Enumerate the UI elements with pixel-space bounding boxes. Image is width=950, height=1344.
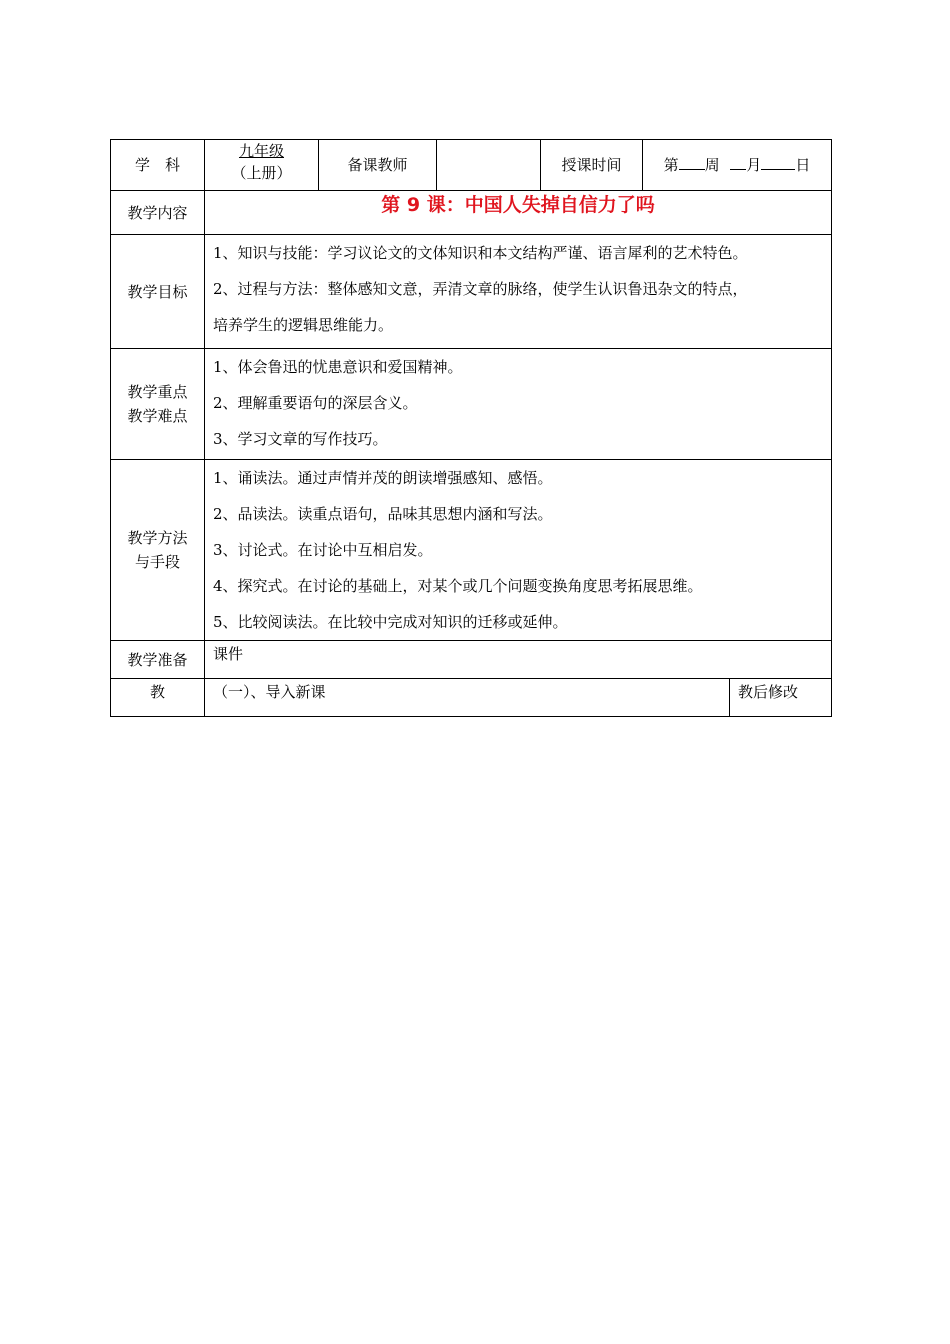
process-row (111, 679, 832, 717)
month-blank (730, 153, 746, 170)
process-label-cell (111, 679, 205, 717)
method-line: 2、品读法。读重点语句，品味其思想内涵和写法。 (213, 505, 553, 523)
revision-label: 教后修改 (738, 683, 799, 701)
day-blank (761, 153, 795, 170)
goal-line: 1、知识与技能：学习议论文的文体知识和本文结构严谨、语言犀利的艺术特色。 (213, 244, 748, 262)
week-prefix: 第 (663, 156, 679, 174)
teacher-label: 备课教师 (347, 156, 408, 174)
goals-row (111, 235, 832, 349)
teacher-label-cell (319, 140, 437, 191)
time-label: 授课时间 (561, 156, 622, 174)
goal-line: 2、过程与方法：整体感知文意，弄清文章的脉络，使学生认识鲁迅杂文的特点， (213, 280, 748, 298)
key-points-label-cell (111, 349, 205, 460)
goals-content-cell (205, 235, 832, 349)
grade-cell (205, 140, 319, 191)
process-step: （一）、导入新课 (213, 683, 326, 701)
method-line: 1、诵读法。通过声情并茂的朗读增强感知、感悟。 (213, 469, 553, 487)
key-points-label-2: 教学难点 (127, 407, 188, 425)
week-suffix: 周 (704, 156, 720, 174)
key-points-row (111, 349, 832, 460)
month-suffix: 月 (746, 156, 762, 174)
date-cell (643, 140, 832, 191)
method-line: 5、比较阅读法。在比较中完成对知识的迁移或延伸。 (213, 613, 568, 631)
week-blank (679, 153, 705, 170)
key-point-line: 1、体会鲁迅的忧患意识和爱国精神。 (213, 358, 463, 376)
method-line: 3、讨论式。在讨论中互相启发。 (213, 541, 433, 559)
preparation-label-cell (111, 641, 205, 679)
methods-label-1: 教学方法 (127, 529, 188, 547)
goals-label-cell (111, 235, 205, 349)
methods-label-cell (111, 460, 205, 641)
lesson-title: 第 9 课：中国人失掉自信力了吗 (381, 194, 655, 216)
process-content-cell (205, 679, 730, 717)
subject-label: 学 科 (134, 156, 180, 174)
day-suffix: 日 (795, 156, 811, 174)
subject-label-cell (111, 140, 205, 191)
process-label: 教 (149, 683, 165, 701)
content-label: 教学内容 (127, 203, 188, 222)
method-line: 4、探究式。在讨论的基础上，对某个或几个问题变换角度思考拓展思维。 (213, 577, 703, 595)
header-row (111, 140, 832, 191)
grade-line2: （上册） (231, 164, 292, 182)
teacher-value-cell (437, 140, 541, 191)
time-label-cell (541, 140, 643, 191)
preparation-label: 教学准备 (127, 650, 188, 669)
grade-line1: 九年级 (238, 142, 284, 160)
goal-line: 培养学生的逻辑思维能力。 (213, 316, 394, 334)
preparation-content-cell (205, 641, 832, 679)
methods-label-2: 与手段 (134, 553, 180, 571)
key-point-line: 2、理解重要语句的深层含义。 (213, 394, 418, 412)
lesson-plan-table (110, 139, 832, 717)
content-row (111, 191, 832, 235)
preparation-value: 课件 (213, 645, 244, 663)
content-label-cell (111, 191, 205, 235)
methods-content-cell (205, 460, 832, 641)
lesson-title-cell (205, 191, 832, 235)
preparation-row (111, 641, 832, 679)
goals-label: 教学目标 (127, 282, 188, 301)
revision-cell (730, 679, 832, 717)
key-point-line: 3、学习文章的写作技巧。 (213, 430, 388, 448)
key-points-label-1: 教学重点 (127, 383, 188, 401)
key-points-content-cell (205, 349, 832, 460)
methods-row (111, 460, 832, 641)
